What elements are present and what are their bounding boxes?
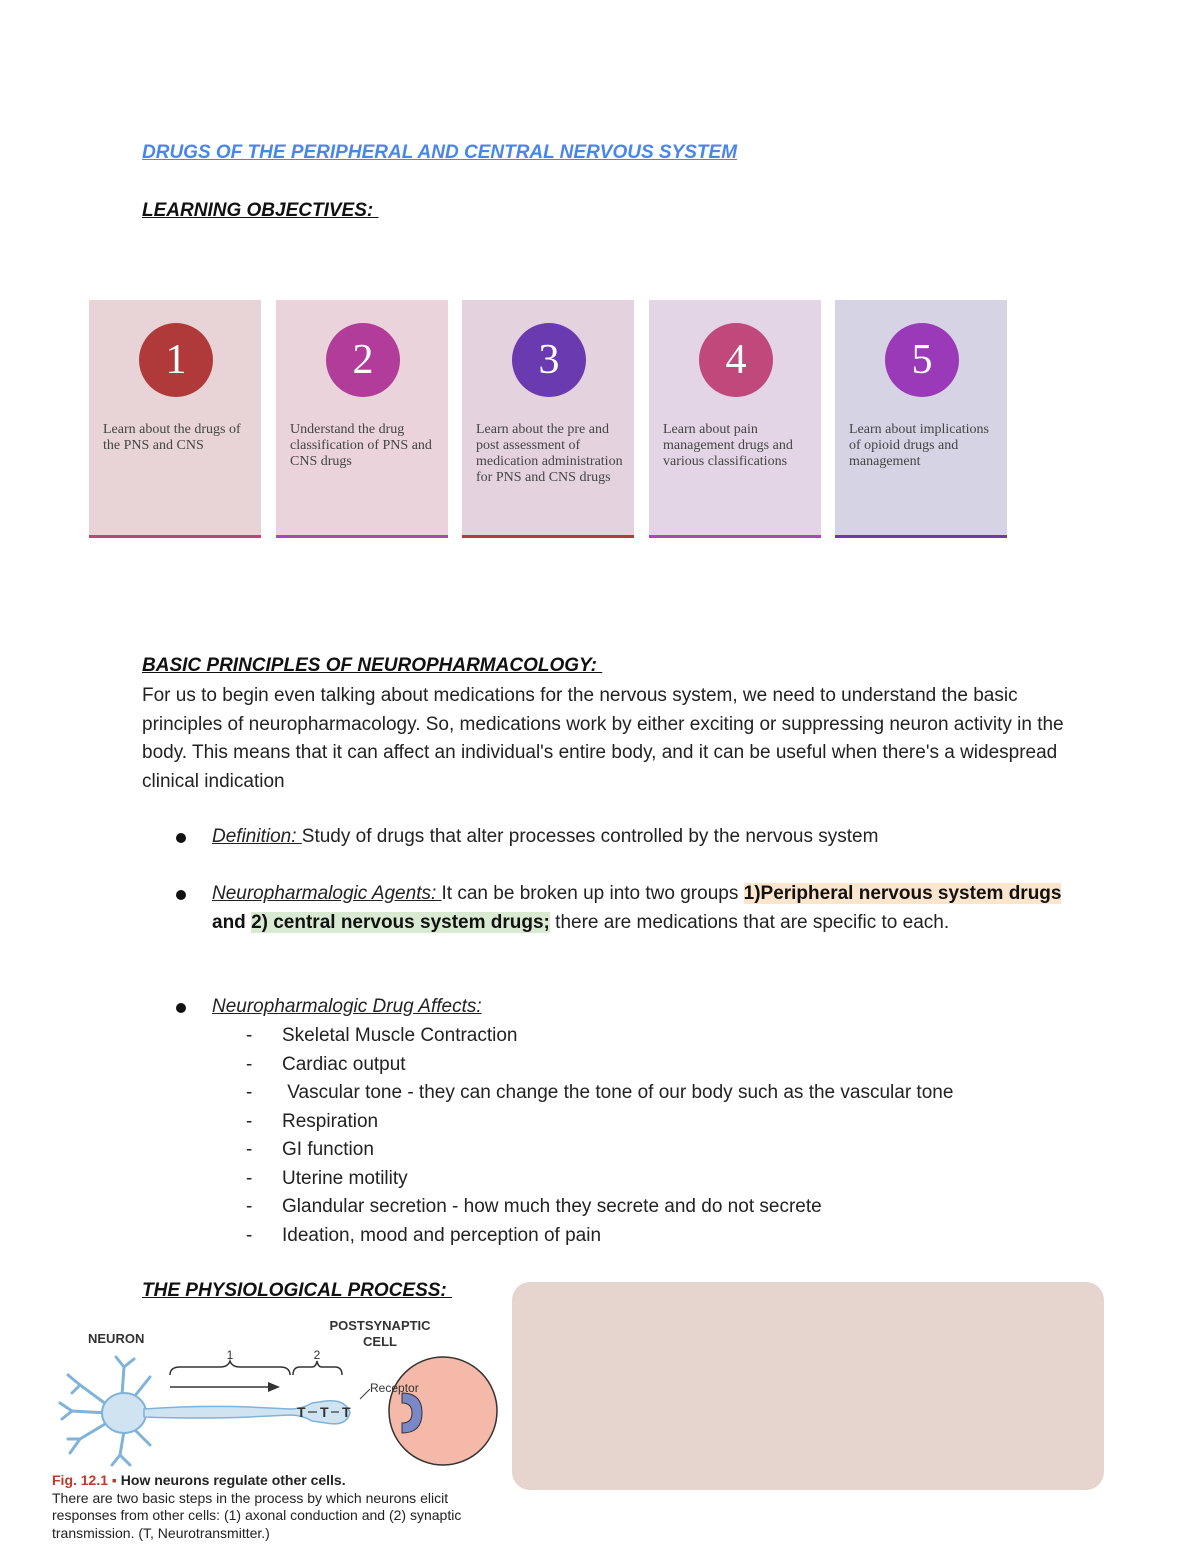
note-box: [512, 1282, 1104, 1490]
effect-text: Cardiac output: [282, 1053, 406, 1075]
definition-text: Study of drugs that alter processes controlled by the nervous system: [301, 826, 879, 847]
bullet-dot: [176, 1003, 186, 1013]
figure-title: How neurons regulate other cells.: [120, 1472, 346, 1488]
neurotransmitter-t2: T: [320, 1404, 329, 1420]
receptor-label: Receptor: [370, 1381, 419, 1395]
postsynaptic-label-line2: CELL: [363, 1334, 397, 1349]
postsynaptic-label-line1: POSTSYNAPTIC: [329, 1318, 431, 1333]
dash-marker: -: [246, 1196, 253, 1217]
definition-label: Definition:: [212, 826, 302, 847]
neuron-cell-body: [102, 1393, 146, 1433]
neurotransmitter-t3: T: [342, 1404, 351, 1420]
objective-text: Learn about the pre and post assessment of medication administration for PNS and CNS drugs: [476, 422, 623, 485]
dash-marker: -: [246, 1053, 253, 1075]
agents-item: [212, 880, 1062, 937]
figure-number: Fig. 12.1: [52, 1472, 109, 1488]
objective-card-4: [649, 300, 821, 538]
bullet-dot: [176, 833, 186, 843]
basic-principles-heading: BASIC PRINCIPLES OF NEUROPHARMACOLOGY:: [142, 655, 603, 676]
objective-text: Learn about the drugs of the PNS and CNS: [103, 422, 241, 453]
agents-label: Neuropharmalogic Agents:: [212, 883, 442, 904]
agents-and: and: [212, 911, 252, 933]
neurotransmitter-t1: T: [297, 1404, 306, 1420]
dash-marker: -: [246, 1224, 253, 1246]
agents-text: It can be broken up into two groups: [441, 883, 744, 904]
objective-number: 3: [512, 323, 586, 397]
objective-card-1: [89, 300, 261, 538]
receptor-pointer: [360, 1389, 370, 1399]
objective-card-2: [276, 300, 448, 538]
document-title: DRUGS OF THE PERIPHERAL AND CENTRAL NERVOUS SYSTEM: [142, 142, 738, 163]
step-2-label: 2: [313, 1348, 321, 1362]
dash-marker: -: [246, 1167, 253, 1189]
objective-number: 1: [139, 323, 213, 397]
pns-highlight: 1)Peripheral nervous system drugs: [743, 883, 1062, 904]
effect-text: GI function: [282, 1139, 374, 1160]
effect-text: Ideation, mood and perception of pain: [282, 1224, 602, 1246]
objective-text: Learn about pain management drugs and various classifications: [663, 422, 793, 469]
objective-text: Understand the drug classification of PNS and CNS drugs: [290, 422, 432, 469]
effects-label: Neuropharmalogic Drug Affects:: [212, 996, 482, 1017]
objective-card-5: [835, 300, 1007, 538]
intro-paragraph: For us to begin even talking about medications for the nervous system, we need to understand the basic principles of neuropharmacology. So, medications work by either exciting or suppressing neuron activity in the body. This means that it can affect an individual's entire body, and it can be useful when there's a widespread clinical indication: [142, 685, 1064, 792]
objective-number: 2: [326, 323, 400, 397]
neuron-diagram: [50, 1315, 500, 1470]
definition-item: [212, 823, 1062, 852]
effect-text: Skeletal Muscle Contraction: [282, 1025, 518, 1046]
effect-text: Uterine motility: [282, 1167, 408, 1189]
objective-number: 5: [885, 323, 959, 397]
dash-marker: -: [246, 1110, 253, 1132]
caption-separator: ▪: [108, 1472, 121, 1488]
dash-marker: -: [246, 1025, 253, 1046]
dash-marker: -: [246, 1082, 253, 1103]
neuron-label: NEURON: [88, 1331, 145, 1346]
bullet-dot: [176, 890, 186, 900]
objective-text: Learn about implications of opioid drugs and management: [849, 422, 989, 469]
postsynaptic-cell: [389, 1357, 497, 1465]
effect-text: Respiration: [282, 1110, 379, 1132]
effect-text: Vascular tone - they can change the tone of our body such as the vascular tone: [282, 1082, 954, 1103]
figure-body: There are two basic steps in the process by which neurons elicit responses from other cells: (1) axonal conduction and (2) synaptic transmission. (T, Neurotransmitter.): [52, 1489, 462, 1541]
effect-text: Glandular secretion - how much they secrete and do not secrete: [282, 1196, 822, 1217]
cns-highlight: 2) central nervous system drugs;: [251, 911, 550, 933]
physiological-process-heading: THE PHYSIOLOGICAL PROCESS:: [142, 1280, 453, 1301]
agents-text-end: there are medications that are specific to each.: [549, 911, 950, 933]
dash-marker: -: [246, 1139, 253, 1160]
objective-number: 4: [699, 323, 773, 397]
step-1-brace: [170, 1361, 290, 1375]
figure-caption: [52, 1472, 492, 1542]
learning-objectives-heading: LEARNING OBJECTIVES:: [142, 200, 379, 221]
step-2-brace: [293, 1361, 342, 1375]
effects-item: [212, 993, 1062, 1022]
conduction-arrow-head: [268, 1382, 280, 1392]
step-1-label: 1: [226, 1348, 234, 1362]
objective-card-3: [462, 300, 634, 538]
